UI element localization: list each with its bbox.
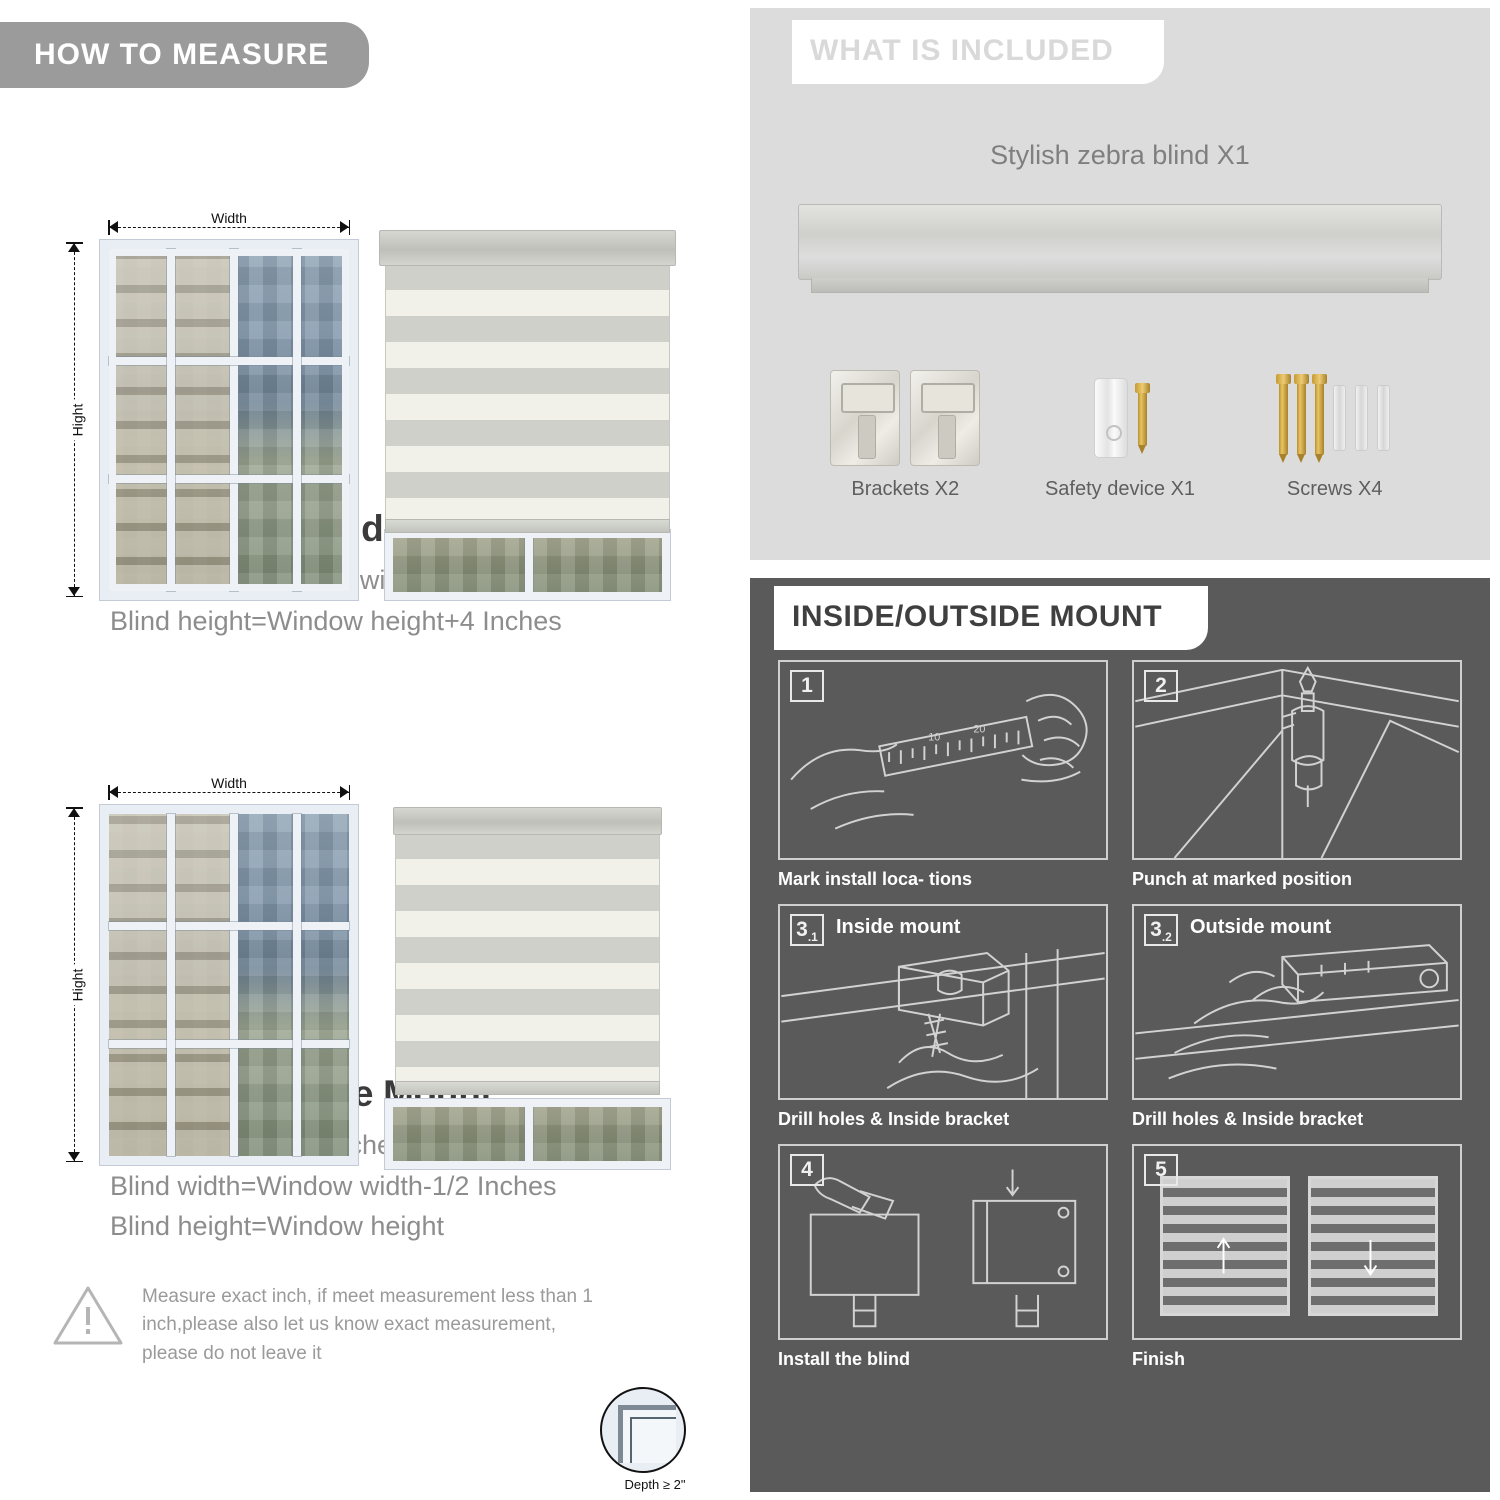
outside-mount-line2: Blind height=Window height+4 Inches [110,605,562,636]
head-rail-inside [393,807,662,835]
step-2-caption: Punch at marked position [1132,869,1353,889]
parts-row [798,358,1442,533]
what-is-included-panel [750,8,1490,560]
step-3-2-caption: Drill holes & Inside bracket [1132,1109,1364,1129]
step-3-2-number: 3 .2 [1144,914,1178,946]
svg-text:10: 10 [928,731,941,744]
step-3-1-caption: Drill holes & Inside bracket [778,1109,1010,1129]
step-5-illustration [1132,1144,1462,1340]
plain-window-inside [100,805,358,1165]
inside-mount-line1: Inches [325,1130,406,1160]
warning-triangle-icon [52,1283,124,1347]
outside-height-dimension [66,242,86,597]
step-5 [1132,1144,1462,1370]
measure-note-text: Measure exact inch, if meet measurement less than 1 inch,please also let us know exact measurement, please do not leave it [142,1285,593,1364]
screws-label: Screws X4 [1286,478,1383,500]
step-3-1-title: Inside mount [836,916,961,938]
step-1-caption: Mark install loca- tions [778,869,973,889]
step-2 [1132,660,1462,890]
inside-height-dimension [66,807,86,1162]
outside-mount-block [0,102,740,641]
product-label: Stylish zebra blind X1 [990,140,1250,170]
step-4 [778,1144,1108,1370]
right-column [740,0,1500,1500]
step-3-2-title: Outside mount [1190,916,1332,938]
how-to-measure-banner: HOW TO MEASURE [0,22,369,88]
screws-icon [1227,358,1442,478]
zebra-blind-headrail-product [798,204,1442,280]
inside-width-dimension [108,775,350,799]
step-3-1 [778,904,1108,1130]
outside-width-label: Width [205,210,253,226]
step-5-number: 5 [1144,1154,1178,1186]
brackets-icon [798,358,1013,478]
step-1 [778,660,1108,890]
part-screws [1227,358,1442,533]
step-3-1-illustration [778,904,1108,1100]
step-1-illustration [778,660,1108,860]
lower-window-outside [385,530,670,600]
how-to-measure-column [0,0,740,1500]
inside-mount-line3: Blind height=Window height [110,1211,444,1241]
blind-inside-window [385,807,670,1165]
step-4-caption: Install the blind [778,1349,911,1369]
bottom-rail-outside [385,519,670,533]
measure-note [52,1283,612,1369]
svg-text:20: 20 [973,723,986,736]
what-is-included-title: WHAT IS INCLUDED [792,20,1164,84]
step-2-illustration [1132,660,1462,860]
plain-window-outside [100,240,358,600]
step-1-number: 1 [790,670,824,702]
inside-outside-mount-panel [750,578,1490,1492]
step-3-2-illustration [1132,904,1462,1100]
part-brackets [798,358,1013,533]
safety-device-label: Safety device X1 [1044,478,1196,500]
outside-mount-illustration [0,102,660,502]
depth-callout [600,1387,710,1492]
step-5-caption: Finish [1132,1349,1185,1369]
bottom-rail-inside [395,1081,660,1095]
inside-outside-mount-title: INSIDE/OUTSIDE MOUNT [774,586,1208,650]
inside-height-label: Hight [69,964,85,1005]
depth-label: Depth ≥ 2" [624,1477,686,1492]
head-rail-outside [379,230,676,266]
inside-width-label: Width [205,775,253,791]
outside-height-label: Hight [69,399,85,440]
step-4-illustration [778,1144,1108,1340]
installation-steps [778,660,1462,1370]
step-3-1-number: 3 .1 [790,914,824,946]
zebra-fabric-inside [395,833,660,1081]
blind-on-window-outside [385,230,670,600]
depth-detail-circle [600,1387,686,1473]
inside-mount-line2: Blind width=Window width-1/2 Inches [110,1170,557,1201]
zebra-fabric-outside [385,264,670,519]
step-2-number: 2 [1144,670,1178,702]
step-3-2 [1132,904,1462,1130]
step-4-number: 4 [790,1154,824,1186]
outside-width-dimension [108,210,350,234]
part-safety-device [1013,358,1228,533]
safety-device-icon [1013,358,1228,478]
brackets-label: Brackets X2 [851,478,960,500]
lower-window-inside [385,1099,670,1169]
